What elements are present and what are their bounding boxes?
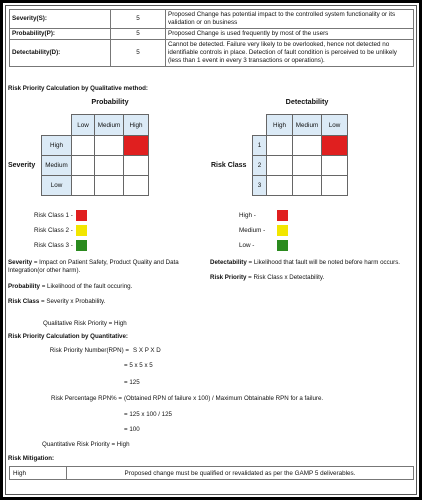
sev-row-medium: Medium bbox=[41, 155, 72, 176]
red-swatch bbox=[277, 210, 288, 221]
mitigation-heading: Risk Mitigation: bbox=[8, 455, 55, 462]
red-swatch bbox=[76, 210, 87, 221]
prob-cell bbox=[123, 175, 149, 196]
risk-class-row-2: 2 bbox=[252, 155, 267, 176]
table-row bbox=[10, 40, 414, 67]
prob-col-medium: Medium bbox=[94, 114, 124, 136]
pct-step-1: = 125 x 100 / 125 bbox=[124, 411, 172, 418]
probability-description: Proposed Change is used frequently by most of the users bbox=[166, 29, 414, 40]
sev-row-low: Low bbox=[41, 175, 72, 196]
definition-text: = Likelihood that fault will be noted before harm occurs. bbox=[246, 259, 401, 266]
legend-label: Risk Class 1 - bbox=[34, 212, 73, 219]
severity-definition bbox=[8, 259, 203, 275]
det-col-low: Low bbox=[321, 114, 348, 136]
definition-term: Risk Priority bbox=[210, 274, 247, 281]
risk-parameters-table bbox=[9, 9, 414, 67]
prob-cell bbox=[71, 155, 95, 176]
det-cell bbox=[292, 175, 322, 196]
legend-label: Low - bbox=[239, 242, 255, 249]
rpn-label: Risk Priority Number(RPN) = bbox=[49, 347, 129, 354]
detectability-definition bbox=[210, 259, 416, 267]
legend-item bbox=[34, 210, 87, 221]
risk-class-row-1: 1 bbox=[252, 135, 267, 156]
yellow-swatch bbox=[76, 225, 87, 236]
pct-formula: (Obtained RPN of failure x 100) / Maximum Obtainable RPN for a failure. bbox=[124, 395, 324, 402]
rpn-step-1: = 5 x 5 x 5 bbox=[124, 362, 153, 369]
legend-item bbox=[239, 210, 288, 221]
risk-class-axis-label: Risk Class bbox=[211, 162, 247, 169]
definition-term: Detectability bbox=[210, 259, 247, 266]
prob-cell bbox=[123, 155, 149, 176]
mitigation-table bbox=[9, 466, 414, 480]
sev-row-high: High bbox=[41, 135, 72, 156]
pct-label: Risk Percentage RPN% = bbox=[50, 395, 122, 402]
prob-cell bbox=[94, 175, 124, 196]
prob-cell bbox=[71, 175, 95, 196]
definition-text: = Impact on Patient Safety, Product Quality and Data Integration(or other harm). bbox=[8, 259, 179, 275]
probability-label: Probability(P): bbox=[10, 29, 111, 40]
det-cell bbox=[266, 155, 293, 176]
rpn-step-2: = 125 bbox=[124, 379, 140, 386]
legend-label: Medium - bbox=[239, 227, 266, 234]
probability-definition bbox=[8, 283, 203, 291]
probability-value: 5 bbox=[111, 29, 166, 40]
risk-class-row-3: 3 bbox=[252, 175, 267, 196]
mitigation-text: Proposed change must be qualified or revalidated as per the GAMP 5 deliverables. bbox=[67, 467, 414, 480]
legend-item bbox=[34, 240, 87, 251]
document-page bbox=[3, 3, 419, 497]
risk-class-definition bbox=[8, 298, 203, 306]
quantitative-heading: Risk Priority Calculation by Quantitative: bbox=[8, 333, 128, 340]
mitigation-level: High bbox=[10, 467, 67, 480]
prob-cell bbox=[94, 155, 124, 176]
prob-col-high: High bbox=[123, 114, 149, 136]
detectability-label: Detectability(D): bbox=[10, 40, 111, 67]
definition-text: = Risk Class x Detectability. bbox=[246, 274, 325, 281]
prob-cell bbox=[94, 135, 124, 156]
prob-cell bbox=[71, 135, 95, 156]
rpn-formula: S X P X D bbox=[133, 347, 161, 354]
qualitative-result: Qualitative Risk Priority = High bbox=[43, 320, 127, 327]
legend-item bbox=[239, 240, 288, 251]
det-col-high: High bbox=[266, 114, 293, 136]
pct-step-2: = 100 bbox=[124, 426, 140, 433]
document-frame bbox=[5, 5, 417, 495]
legend-label: Risk Class 2 - bbox=[34, 227, 73, 234]
definition-term: Probability bbox=[8, 283, 40, 290]
table-row bbox=[10, 467, 414, 480]
quantitative-result: Quantitative Risk Priority = High bbox=[42, 441, 130, 448]
legend-item bbox=[34, 225, 87, 236]
definition-term: Severity bbox=[8, 259, 33, 266]
detectability-value: 5 bbox=[111, 40, 166, 67]
green-swatch bbox=[277, 240, 288, 251]
detectability-grid-title: Detectability bbox=[285, 97, 329, 106]
severity-value: 5 bbox=[111, 10, 166, 29]
det-cell bbox=[266, 175, 293, 196]
det-cell bbox=[321, 155, 348, 176]
det-cell-selected bbox=[321, 135, 348, 156]
table-row bbox=[10, 10, 414, 29]
severity-axis-label: Severity bbox=[8, 162, 36, 169]
det-cell bbox=[292, 155, 322, 176]
table-row bbox=[10, 29, 414, 40]
definition-term: Risk Class bbox=[8, 298, 40, 305]
prob-col-low: Low bbox=[71, 114, 95, 136]
det-cell bbox=[266, 135, 293, 156]
definition-text: = Severity x Probability. bbox=[39, 298, 106, 305]
det-cell bbox=[292, 135, 322, 156]
green-swatch bbox=[76, 240, 87, 251]
legend-label: High - bbox=[239, 212, 256, 219]
legend-item bbox=[239, 225, 288, 236]
severity-description: Proposed Change has potential impact to the controlled system functionality or its validation or on business bbox=[166, 10, 414, 29]
risk-priority-definition bbox=[210, 274, 416, 282]
yellow-swatch bbox=[277, 225, 288, 236]
prob-cell-selected bbox=[123, 135, 149, 156]
probability-grid-title: Probability bbox=[91, 97, 129, 106]
detectability-description: Cannot be detected. Failure very likely to be overlooked, hence not detected no identifiable controls in place. Detection of fault condition is perceived to be unlikely (less than 1 event in every 3 transactions or operations). bbox=[166, 40, 414, 67]
severity-label: Severity(S): bbox=[10, 10, 111, 29]
legend-label: Risk Class 3 - bbox=[34, 242, 73, 249]
qualitative-heading: Risk Priority Calculation by Qualitative method: bbox=[8, 85, 148, 92]
det-col-medium: Medium bbox=[292, 114, 322, 136]
definition-text: = Likelihood of the fault occuring. bbox=[39, 283, 133, 290]
det-cell bbox=[321, 175, 348, 196]
